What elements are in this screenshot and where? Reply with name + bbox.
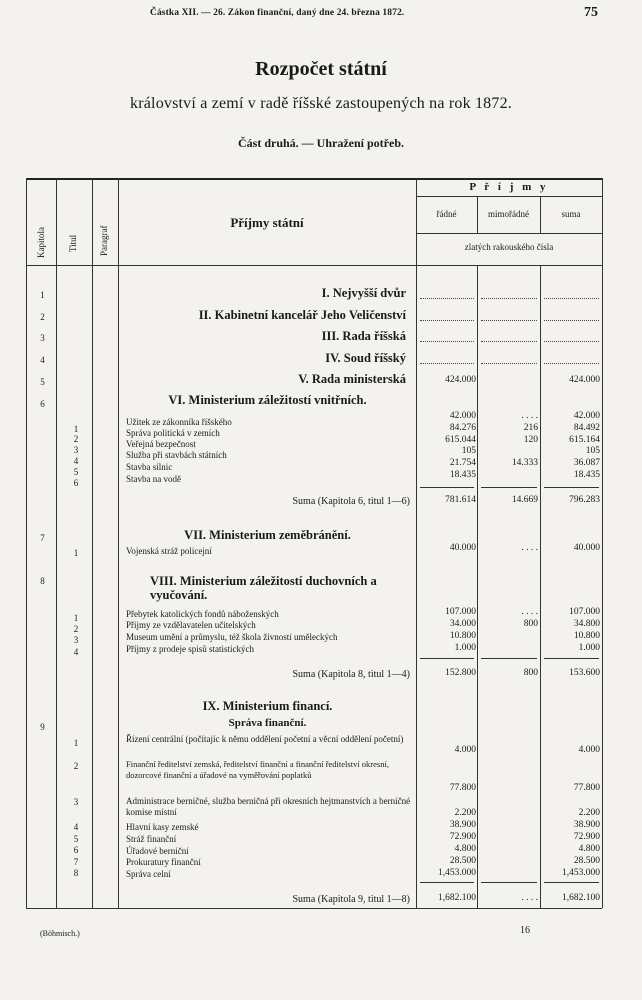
titul-number: 1 (73, 548, 79, 558)
titul-number: 5 (73, 467, 79, 477)
sum-mimoradne: . . . . (521, 893, 538, 903)
value-mimoradne: . . . . (521, 411, 538, 421)
value-suma: 4.000 (578, 745, 600, 755)
value-suma: 2.200 (578, 808, 600, 818)
chapter-title: VII. Ministerium zeměbránění. (184, 528, 351, 542)
sum-radne: 781.614 (445, 495, 476, 505)
titul-number: 8 (73, 868, 79, 878)
running-head: Částka XII. — 26. Zákon finanční, daný dne 24. března 1872. (150, 8, 405, 18)
value-radne: 72.900 (449, 832, 476, 842)
item-label: Finanční ředitelství zemská, ředitelství finanční a finanční ředitelství okresní, dozorcové finanční a úřadové na vyměřování poplatků (126, 759, 389, 780)
value-suma: 84.492 (573, 423, 600, 433)
chapter-title: VI. Ministerium záležitostí vnitřních. (168, 393, 367, 407)
titul-number: 2 (73, 761, 79, 771)
value-suma: 38.900 (573, 820, 600, 830)
item-label: Museum umění a průmyslu, též škola živností uměleckých (126, 632, 338, 642)
titul-number: 4 (73, 822, 79, 832)
value-suma: 40.000 (573, 543, 600, 553)
header-prijmy: P ř í j m y (469, 181, 549, 193)
value-suma: 42.000 (573, 411, 600, 421)
value-suma: 1,453.000 (562, 868, 600, 878)
chapter-title: IX. Ministerium financí. (202, 699, 333, 713)
sum-radne: 152.800 (445, 668, 476, 678)
item-label: Příjmy ze vzdělavatelen učitelských (126, 620, 256, 630)
value-radne: 42.000 (449, 411, 476, 421)
value-radne: 10.800 (449, 631, 476, 641)
titul-number: 4 (73, 647, 79, 657)
sum-mimoradne: 800 (523, 668, 538, 678)
titul-number: 2 (73, 624, 79, 634)
kapitola-number: 5 (40, 377, 45, 387)
titul-number: 7 (73, 857, 79, 867)
part-heading: Část druhá. — Uhražení potřeb. (237, 136, 404, 150)
chapter-title: IV. Soud říšský (325, 351, 406, 365)
value-radne: 105 (461, 446, 476, 456)
value-radne: 1,453.000 (438, 868, 476, 878)
value-suma: 36.087 (573, 458, 600, 468)
titul-number: 3 (73, 445, 79, 455)
header-kapitola: Kapitola (36, 227, 46, 258)
value-suma: 72.900 (573, 832, 600, 842)
titul-number: 6 (73, 478, 79, 488)
header-paragraf: Paragraf (99, 225, 109, 256)
item-label: Řízení centrální (počítajíc k němu oddělení početní a věcní oddělení početní) (126, 734, 404, 744)
item-label: Úřadové berniční (126, 846, 189, 856)
header-suma: suma (561, 209, 581, 219)
item-label: Užitek ze zákonníka říšského (126, 417, 232, 427)
titul-number: 3 (73, 635, 79, 645)
value-radne: 34.000 (449, 619, 476, 629)
value-radne: 424.000 (445, 375, 476, 385)
value-radne: 21.754 (449, 458, 476, 468)
value-radne: 4.000 (454, 745, 476, 755)
chapter-sum-label: Suma (Kapitola 8, titul 1—4) (292, 669, 410, 680)
item-label: Veřejná bezpečnost (126, 439, 196, 449)
chapter-title: V. Rada ministerská (298, 372, 406, 386)
chapter-subheading: Správa finanční. (228, 717, 307, 729)
item-label: Správa politická v zemích (126, 428, 220, 438)
item-label: Administrace berničné, služba berničná při okresních hejtmanstvích a berničné komise místní (126, 796, 411, 817)
item-label: Prokuratury finanční (126, 857, 201, 867)
value-suma: 28.500 (573, 856, 600, 866)
sum-suma: 796.283 (569, 495, 600, 505)
value-suma: 10.800 (573, 631, 600, 641)
kapitola-number: 7 (40, 533, 45, 543)
chapter-title: VIII. Ministerium záležitostí duchovních a vyučování. (150, 574, 377, 602)
chapter-title: I. Nejvyšší dvůr (321, 286, 406, 300)
page-title: Rozpočet státní (255, 58, 387, 80)
value-suma: 77.800 (573, 783, 600, 793)
header-titul: Titul (68, 234, 78, 252)
chapter-title: II. Kabinetní kancelář Jeho Veličenství (198, 308, 406, 322)
kapitola-number: 3 (40, 333, 45, 343)
header-units: zlatých rakouského čísla (464, 242, 554, 252)
value-radne: 84.276 (449, 423, 476, 433)
sum-mimoradne: 14.669 (511, 495, 538, 505)
titul-number: 4 (73, 456, 79, 466)
value-radne: 40.000 (449, 543, 476, 553)
header-mimoradne: mimořádné (488, 209, 529, 219)
sum-radne: 1,682.100 (438, 893, 476, 903)
item-label: Služba při stavbách státních (126, 450, 227, 460)
value-mimoradne: 120 (523, 435, 538, 445)
value-mimoradne: 14.333 (511, 458, 538, 468)
item-label: Stavba na vodě (126, 474, 181, 484)
kapitola-number: 4 (40, 355, 45, 365)
header-radne: řádné (436, 209, 457, 219)
value-radne: 1.000 (454, 643, 476, 653)
value-suma: 34.800 (573, 619, 600, 629)
value-suma: 105 (585, 446, 600, 456)
value-radne: 107.000 (445, 607, 476, 617)
kapitola-number: 8 (40, 576, 45, 586)
value-mimoradne: 216 (523, 423, 538, 433)
value-suma: 4.800 (578, 844, 600, 854)
value-suma: 107.000 (569, 607, 600, 617)
titul-number: 6 (73, 845, 79, 855)
item-label: Stráž finanční (126, 834, 177, 844)
footer-sheet-number: 16 (520, 925, 530, 936)
value-suma: 615.164 (569, 435, 600, 445)
value-radne: 28.500 (449, 856, 476, 866)
chapter-title: III. Rada říšská (321, 329, 406, 343)
item-label: Hlavní kasy zemské (126, 822, 199, 832)
titul-number: 1 (73, 424, 79, 434)
value-radne: 18.435 (449, 470, 476, 480)
item-label: Správa celní (126, 869, 171, 879)
titul-number: 5 (73, 834, 79, 844)
value-suma: 1.000 (578, 643, 600, 653)
value-suma: 18.435 (573, 470, 600, 480)
titul-number: 1 (73, 613, 79, 623)
value-radne: 77.800 (449, 783, 476, 793)
footer-signature: (Böhmisch.) (40, 929, 80, 938)
titul-number: 1 (73, 738, 79, 748)
kapitola-number: 6 (40, 399, 45, 409)
sum-suma: 1,682.100 (562, 893, 600, 903)
value-radne: 2.200 (454, 808, 476, 818)
chapter-sum-label: Suma (Kapitola 9, titul 1—8) (292, 894, 410, 905)
item-label: Vojenská stráž policejní (126, 546, 212, 556)
sum-suma: 153.600 (569, 668, 600, 678)
value-mimoradne: . . . . (521, 543, 538, 553)
value-radne: 615.044 (445, 435, 476, 445)
chapter-sum-label: Suma (Kapitola 6, titul 1—6) (292, 496, 410, 507)
item-label: Příjmy z prodeje spisů statistických (126, 644, 254, 654)
header-prijmy-statni: Příjmy státní (230, 215, 304, 230)
value-radne: 4.800 (454, 844, 476, 854)
titul-number: 3 (73, 797, 79, 807)
kapitola-number: 9 (40, 722, 45, 732)
titul-number: 2 (73, 434, 79, 444)
value-mimoradne: 800 (523, 619, 538, 629)
item-label: Přebytek katolických fondů náboženských (126, 609, 279, 619)
kapitola-number: 2 (40, 312, 45, 322)
item-label: Stavba silnic (126, 462, 173, 472)
page-subtitle: království a zemí v radě říšské zastoupených na rok 1872. (130, 95, 512, 112)
value-radne: 38.900 (449, 820, 476, 830)
value-mimoradne: . . . . (521, 607, 538, 617)
kapitola-number: 1 (40, 290, 45, 300)
value-suma: 424.000 (569, 375, 600, 385)
page-number: 75 (584, 5, 598, 20)
